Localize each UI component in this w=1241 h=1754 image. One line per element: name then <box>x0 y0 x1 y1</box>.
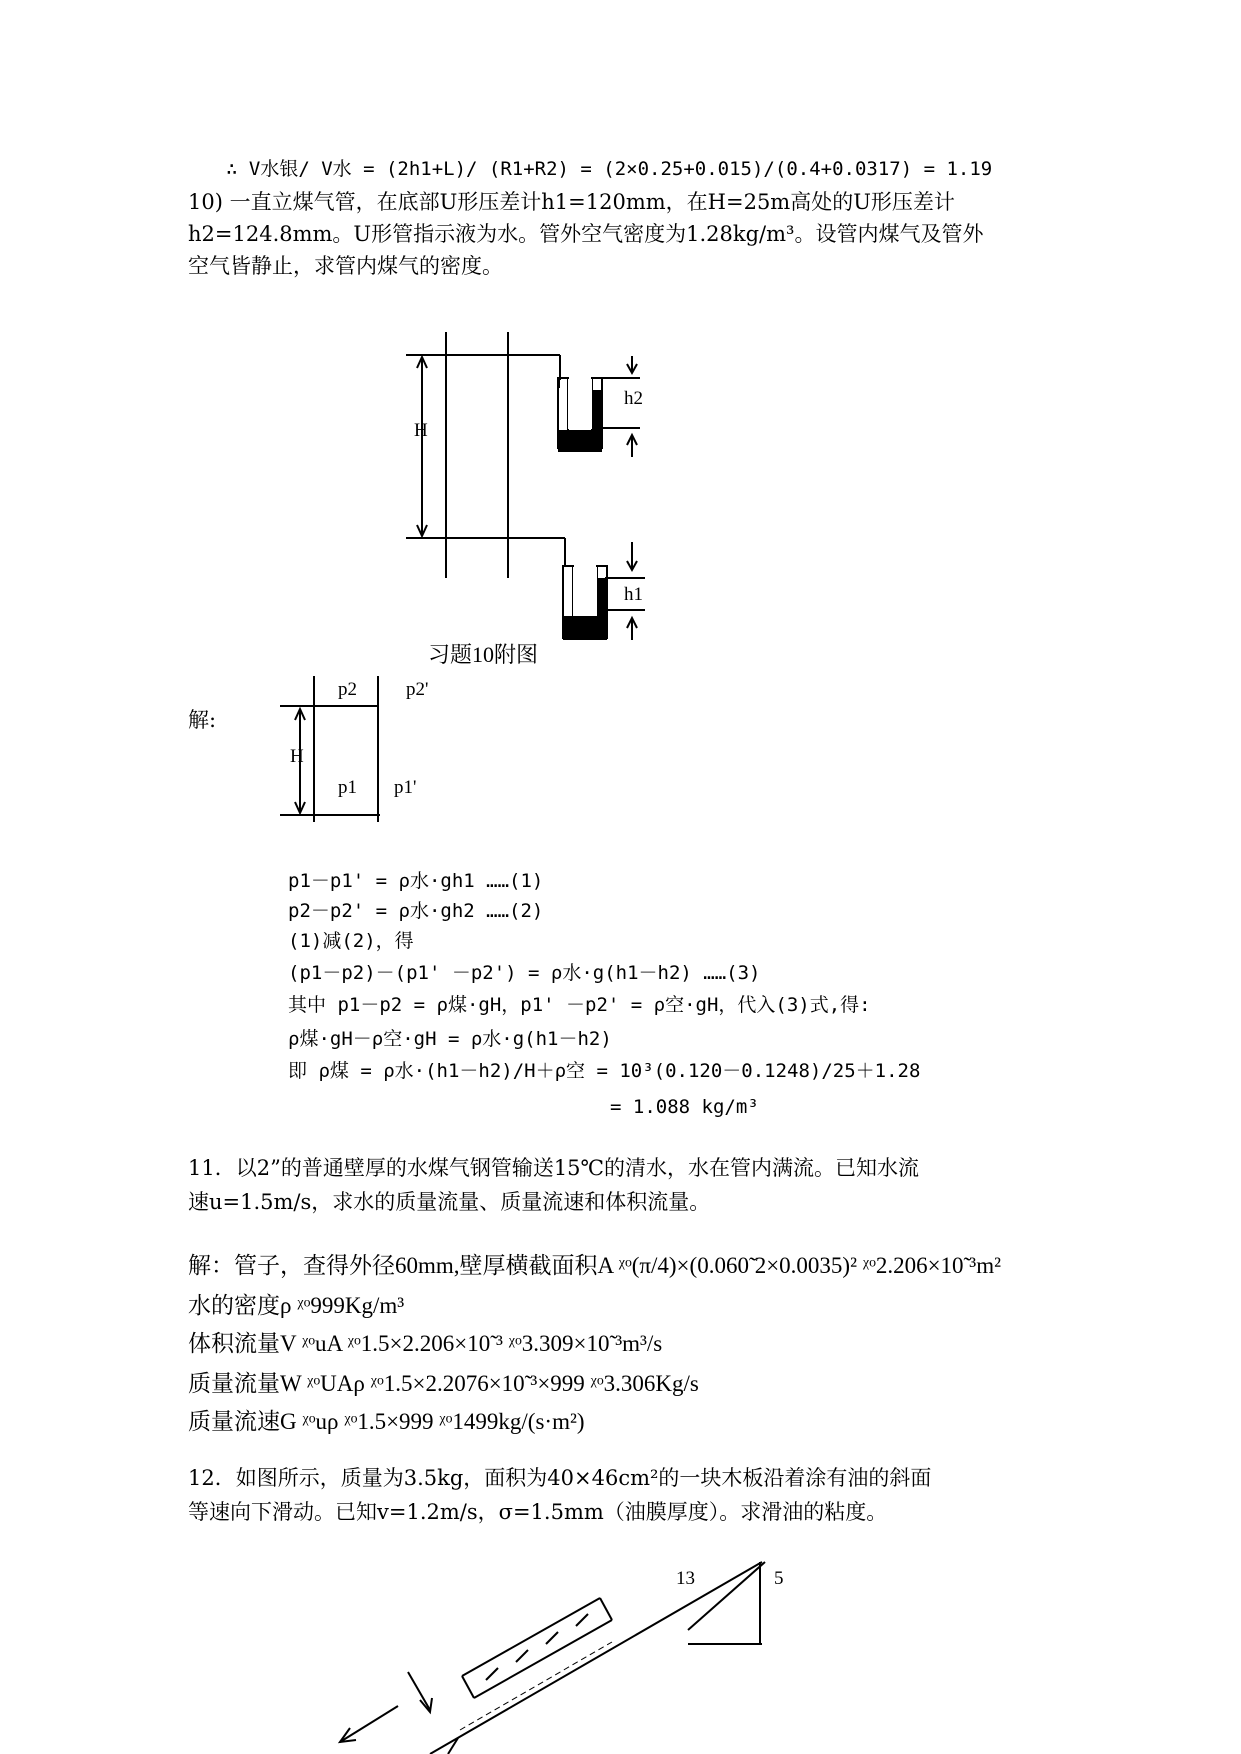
problem-12-line-1: 12．如图所示，质量为3.5kg，面积为40×46cm²的一块木板沿着涂有油的斜面 <box>188 1466 932 1490</box>
solution-11-line-3: 体积流量V ᵡᵒuA ᵡᵒ1.5×2.206×10̃ ³ ᵡᵒ3.309×10̃ ³m³/s <box>188 1331 663 1356</box>
label-5: 5 <box>774 1568 784 1589</box>
label-p2-prime: p2' <box>406 679 429 700</box>
label-13: 13 <box>676 1568 695 1589</box>
equation-7: 即 ρ煤 = ρ水·(h1－h2)/H＋ρ空 = 10³(0.120－0.1248)/25＋1.28 <box>288 1060 921 1082</box>
label-h2: h2 <box>624 388 643 409</box>
solution-11-line-2: 水的密度ρ ᵡᵒ999Kg/m³ <box>188 1293 405 1318</box>
solution-11-line-4: 质量流量W ᵡᵒUAρ ᵡᵒ1.5×2.2076×10̃ ³×999 ᵡᵒ3.306Kg/s <box>188 1371 699 1396</box>
solution-11-line-5: 质量流速G ᵡᵒuρ ᵡᵒ1.5×999 ᵡᵒ1499kg/(s·m²) <box>188 1409 585 1434</box>
equation-4: (p1－p2)－(p1' －p2') = ρ水·g(h1－h2) ……(3) <box>288 962 761 984</box>
problem-10-line-1: 10) 一直立煤气管，在底部U形压差计h1=120mm，在H=25m高处的U形压差计 <box>188 190 955 214</box>
problem-12-line-2: 等速向下滑动。已知v=1.2m/s，σ=1.5mm（油膜厚度）。求滑油的粘度。 <box>188 1500 888 1524</box>
problem-11-line-1: 11．以2”的普通壁厚的水煤气钢管输送15℃的清水，水在管内满流。已知水流 <box>188 1156 920 1180</box>
equation-8: = 1.088 kg/m³ <box>610 1096 759 1118</box>
equation-3: (1)减(2)，得 <box>288 930 414 952</box>
label-p1-prime: p1' <box>394 777 417 798</box>
label-H: H <box>414 420 428 441</box>
figure-10-caption: 习题10附图 <box>428 642 539 667</box>
solution-label: 解: <box>188 708 217 732</box>
problem-10-line-3: 空气皆静止，求管内煤气的密度。 <box>188 254 503 278</box>
label-h1: h1 <box>624 584 643 605</box>
label-p2: p2 <box>338 679 357 700</box>
equation-1: p1－p1' = ρ水·gh1 ……(1) <box>288 870 544 892</box>
equation-5: 其中 p1－p2 = ρ煤·gH，p1' －p2' = ρ空·gH，代入(3)式,得: <box>288 994 871 1016</box>
solution-11-line-1: 解：管子，查得外径60mm,壁厚横截面积A ᵡᵒ(π/4)×(0.060̃ 2×0.0035)² ᵡᵒ2.206×10̃ ³m² <box>188 1253 1001 1278</box>
equation-6: ρ煤·gH－ρ空·gH = ρ水·g(h1－h2) <box>288 1028 612 1050</box>
equation-2: p2－p2' = ρ水·gh2 ……(2) <box>288 900 544 922</box>
problem-11-line-2: 速u=1.5m/s，求水的质量流量、质量流速和体积流量。 <box>188 1190 711 1214</box>
problem-10-line-2: h2=124.8mm。U形管指示液为水。管外空气密度为1.28kg/m³。设管内煤气及管外 <box>188 222 984 246</box>
label-H-solution: H <box>290 746 304 767</box>
label-p1: p1 <box>338 777 357 798</box>
ratio-line: ∴ V水银/ V水 = (2h1+L)/ (R1+R2) = (2×0.25+0.015)/(0.4+0.0317) = 1.19 <box>226 158 993 180</box>
